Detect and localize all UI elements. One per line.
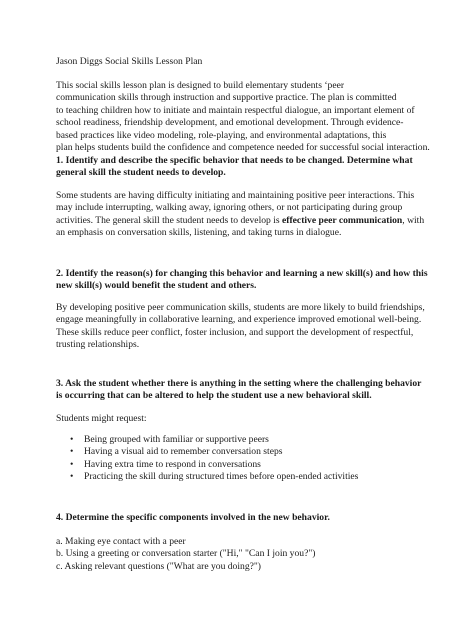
body-line: may include interrupting, walking away, ignoring others, or not participating during group — [56, 202, 403, 214]
bullet-item: • Having a visual aid to remember conversation steps — [70, 446, 358, 458]
section-2-paragraph — [56, 302, 428, 352]
intro-line: communication skills through instruction and supportive practice. The plan is committed — [56, 92, 397, 104]
bullet-item: • Practicing the skill during structured times before open-ended activities — [70, 471, 358, 483]
body-line: trusting relationships. — [56, 339, 140, 351]
intro-line: This social skills lesson plan is designed to build elementary students ‘peer — [56, 80, 345, 91]
request-bullet-list — [70, 434, 358, 484]
section-4-heading — [56, 512, 428, 524]
list-item: b. Using a greeting or conversation starter ("Hi," "Can I join you?") — [56, 548, 316, 560]
intro-line: based practices like video modeling, role-playing, and environmental adaptations, this — [56, 129, 387, 141]
section-3-intro — [56, 413, 428, 425]
body-line: an emphasis on conversation skills, listening, and taking turns in dialogue. — [56, 227, 342, 239]
body-text: activities. The general skill the student needs to develop is — [56, 214, 283, 226]
heading-line: general skill the student needs to develop. — [56, 167, 226, 179]
key-skill-emphasis: effective peer communication — [282, 214, 403, 226]
body-line: Students might request: — [56, 413, 147, 424]
component-list — [56, 536, 428, 573]
intro-line: school readiness, friendship development, and emotional development. Through evidence- — [56, 117, 404, 129]
bullet-item: • Having extra time to respond in conversations — [70, 459, 358, 471]
list-item: a. Making eye contact with a peer — [56, 536, 186, 547]
intro-line: plan helps students build the confidence and competence needed for successful social interaction. — [56, 142, 430, 154]
body-line: These skills reduce peer conflict, foster inclusion, and support the development of respectful, — [56, 326, 414, 338]
document-title — [56, 56, 428, 68]
heading-line: 2. Identify the reason(s) for changing this behavior and learning a new skill(s) and how this — [56, 268, 428, 279]
body-line: By developing positive peer communication skills, students are more likely to build friendships, — [56, 302, 425, 313]
title-text: Jason Diggs Social Skills Lesson Plan — [56, 56, 203, 67]
heading-line: is occurring that can be altered to help the student use a new behavioral skill. — [56, 390, 372, 402]
body-line: engage meaningfully in collaborative learning, and experience improved emotional well-being. — [56, 314, 422, 326]
list-item: c. Asking relevant questions ("What are you doing?") — [56, 560, 261, 572]
section-1-paragraph — [56, 190, 428, 240]
body-line: Some students are having difficulty initiating and maintaining positive peer interactions. This — [56, 190, 415, 201]
section-3-heading — [56, 378, 428, 403]
heading-line: 4. Determine the specific components involved in the new behavior. — [56, 512, 330, 523]
intro-paragraph — [56, 80, 428, 155]
section-1-heading — [56, 155, 428, 180]
heading-line: 1. Identify and describe the specific behavior that needs to be changed. Determine what — [56, 155, 413, 166]
intro-line: to teaching children how to initiate and maintain respectful dialogue, an important element of — [56, 104, 415, 116]
body-text: , with — [402, 214, 425, 226]
heading-line: new skill(s) would benefit the student and others. — [56, 280, 257, 292]
section-2-heading — [56, 268, 428, 293]
bullet-item: • Being grouped with familiar or supportive peers — [70, 434, 358, 446]
body-line — [56, 215, 428, 227]
heading-line: 3. Ask the student whether there is anything in the setting where the challenging behavior — [56, 378, 422, 389]
